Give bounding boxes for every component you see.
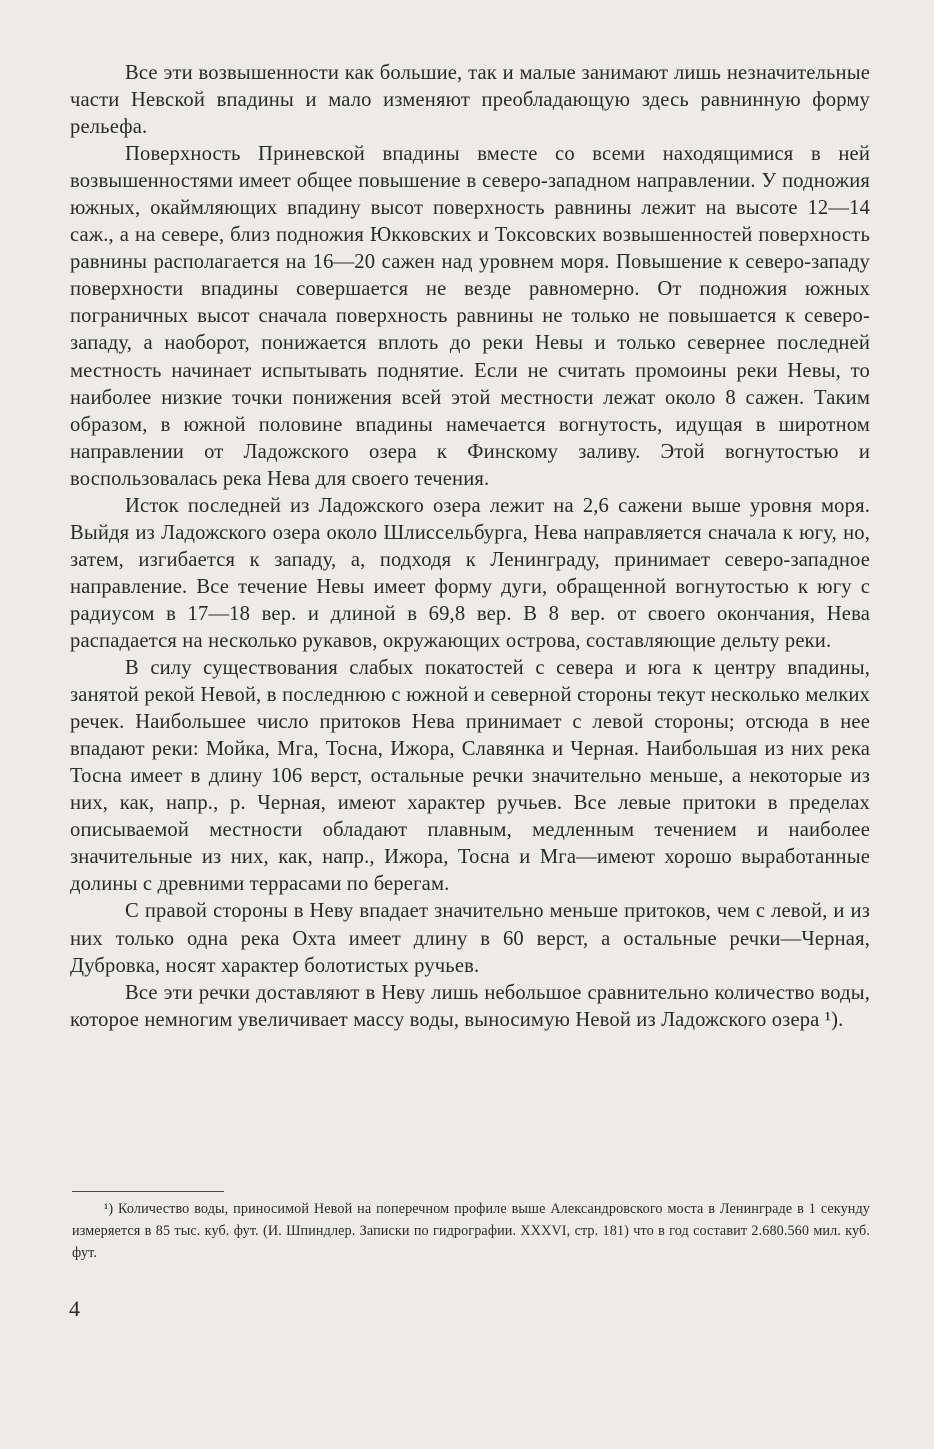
paragraph-1: Все эти возвышенности как большие, так и малые занимают лишь незначительные части Невской впадины и мало изменяют преобладающую здесь равнинную форму рельефа.: [70, 62, 870, 139]
footnote-divider: [72, 1191, 224, 1192]
paragraph-3: Исток последней из Ладожского озера лежит на 2,6 сажени выше уровня моря. Выйдя из Ладожского озера около Шлиссельбурга, Нева направляется сначала к югу, но, затем, изгибается к западу, а, подходя к Ленинграду, принимает северо-западное направление. Все течение Невы имеет форму дуги, обращенной вогнутостью к югу с радиусом в 17—18 вер. и длиной в 69,8 вер. В 8 вер. от своего окончания, Нева распадается на несколько рукавов, окружающих острова, составляющие дельту реки.: [70, 494, 870, 652]
paragraph-4: В силу существования слабых покатостей с севера и юга к центру впадины, занятой рекой Невой, в последнюю с южной и северной стороны текут несколько мелких речек. Наибольшее число притоков Нева принимает с левой стороны; отсюда в нее впадают реки: Мойка, Мга, Тосна, Ижора, Славянка и Черная. Наибольшая из них река Тосна имеет в длину 106 верст, остальные речки значительно меньше, а некоторые из них, как, напр., р. Черная, имеют характер ручьев. Все левые притоки в пределах описываемой местности обладают плавным, медленным течением и наиболее значительные из них, как, напр., Ижора, Тосна и Мга—имеют хорошо выработанные долины с древними террасами по берегам.: [70, 657, 870, 896]
paragraph-2: Поверхность Приневской впадины вместе со всеми находящимися в ней возвышенностями имеет общее повышение в северо-западном направлении. У подножия южных, окаймляющих впадину высот поверхность равнины лежит на высоте 12—14 саж., а на севере, близ подножия Юкковских и Токсовских возвышенностей поверхность равнины располагается на 16—20 сажен над уровнем моря. Повышение к северо-западу поверхности впадины совершается не везде равномерно. От подножия южных пограничных высот сначала поверхность равнины не только не повышается к северо-западу, а наоборот, понижается вплоть до реки Невы и только севернее последней местность начинает испытывать поднятие. Если не считать промоины реки Невы, то наиболее низкие точки понижения всей этой местности лежат около 8 сажен. Таким образом, в южной половине впадины намечается вогнутость, идущая в широтном направлении от Ладожского озера к Финскому заливу. Этой вогнутостью и воспользовалась река Нева для своего течения.: [70, 143, 870, 490]
main-text: [70, 60, 870, 1034]
page-number: 4: [69, 1296, 80, 1321]
paragraph-5: С правой стороны в Неву впадает значительно меньше притоков, чем с левой, и из них только одна река Охта имеет длину в 60 верст, а остальные речки—Черная, Дубровка, носят характер болотистых ручьев.: [70, 900, 870, 977]
paragraph-6: Все эти речки доставляют в Неву лишь небольшое сравнительно количество воды, которое немногим увеличивает массу воды, выносимую Невой из Ладожского озера ¹).: [70, 981, 870, 1031]
footnote: ¹) Количество воды, приносимой Невой на поперечном профиле выше Александровского моста в Ленинграде в 1 секунду измеряется в 85 тыс. куб. фут. (И. Шпиндлер. Записки по гидрографии. XXXVI, стр. 181) что в год составит 2.680.560 мил. куб. фут.: [72, 1201, 870, 1261]
